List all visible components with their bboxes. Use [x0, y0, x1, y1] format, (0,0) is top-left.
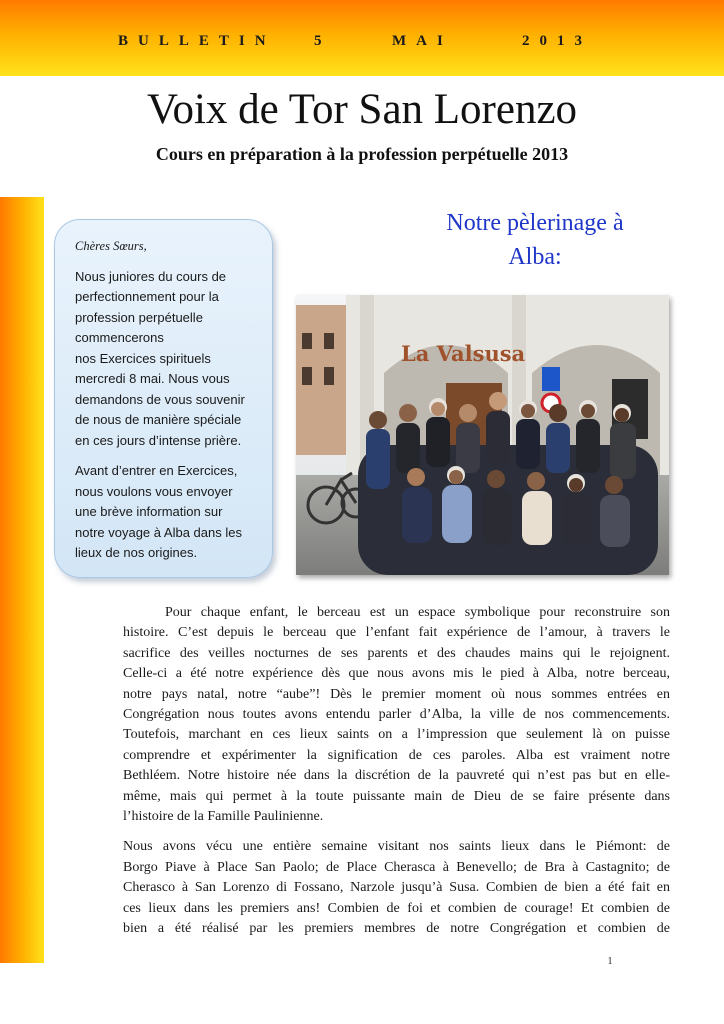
text-line: l’histoire de la Famille Paulinienne. [123, 809, 324, 825]
shop-sign: La Valsusa [401, 341, 526, 366]
bulletin-month: MAI [392, 33, 453, 49]
text-line: Toutefois, marchant en ces lieux saints on a l’impression que seulement là on puisse [123, 727, 670, 743]
text-line: notre pays natal, notre “aube”! Dès le premier moment où nous sommes entrées en [123, 686, 670, 702]
text-line: commencerons [75, 330, 164, 345]
text-line: perfectionnement pour la [75, 289, 219, 304]
parking-sign-icon [542, 367, 560, 391]
group-photo-illustration [296, 295, 669, 575]
text-line: Celle-ci a été notre expérience dès que nous avons mis le pied à Alba, notre berceau, [123, 666, 670, 682]
text-line: Pour chaque enfant, le berceau est un espace symbolique pour reconstruire son [165, 605, 670, 620]
text-line: Borgo Piave à Place San Paolo; de Place Cherasca à Benevello; de Bra à Castagnito; de [123, 859, 670, 875]
article-body [123, 603, 670, 950]
text-line: Nous avons vécu une entière semaine visitant nos saints lieux dans le Piémont: de [123, 839, 670, 855]
bulletin-number: 5 [314, 33, 332, 49]
text-line: Congrégation nous toutes avons entendu parler d’Alba, la ville de nos commencements. [123, 707, 670, 723]
text-line: notre voyage à Alba dans les [75, 524, 242, 540]
section-title-line-1: Notre pèlerinage à [446, 210, 624, 236]
text-line: ces lieux dans les premiers ans! Combien de foi et combien de courage! Et combien de [123, 900, 670, 916]
page-number: 1 [607, 955, 613, 967]
text-line: sacrifice des veilles nocturnes de ses parents et des chaudes mains qui le rejoignent. [123, 645, 670, 661]
text-line: nous voulons vous envoyer [75, 483, 233, 499]
section-title-line-2: Alba: [508, 244, 562, 270]
section-title [400, 206, 670, 274]
text-line: comprendre et expérimenter la signification de ces paroles. Alba est vraiment notre [123, 747, 670, 763]
page-title: Voix de Tor San Lorenzo [146, 86, 578, 133]
text-line: Avant d’entrer en Exercices, [75, 463, 238, 478]
text-line: histoire. C’est depuis le berceau que l’enfant fait expérience de l’amour, à travers le [123, 625, 670, 641]
bulletin-header-line [0, 33, 724, 53]
greeting-salutation: Chères Sœurs, [75, 239, 147, 253]
bulletin-year: 2013 [522, 33, 592, 49]
group-photo [296, 295, 669, 575]
text-line: lieux de nos origines. [75, 545, 198, 560]
text-line: une brève information sur [75, 504, 223, 519]
text-line: profession perpétuelle [75, 309, 203, 325]
text-line: en ces jours d’intense prière. [75, 432, 242, 448]
text-line: mercredi 8 mai. Nous vous [75, 371, 230, 386]
text-line: demandons de vous souvenir [75, 391, 245, 407]
greeting-paragraph-1 [75, 267, 258, 452]
text-line: Bethléem. Notre histoire née dans la discrétion de la pauvreté qui n’est pas but en elle- [123, 768, 670, 784]
greeting-callout-box [54, 219, 273, 578]
article-paragraph-2 [123, 837, 670, 939]
side-gradient-band [0, 197, 44, 963]
text-line: nos Exercices spirituels [75, 350, 211, 366]
text-line: Nous juniores du cours de [75, 268, 227, 284]
text-line: Cherasco à San Lorenzo di Fossano, Narzole jusqu’à Susa. Combien de bien a été fait en [123, 880, 670, 896]
page-subtitle: Cours en préparation à la profession perpétuelle 2013 [155, 144, 569, 164]
text-line: même, mais qui permet à la toute puissante main de Dieu de se faire présente dans [123, 788, 670, 804]
greeting-paragraph-2 [75, 461, 258, 564]
bulletin-label: BULLETIN [118, 33, 276, 49]
article-paragraph-1 [123, 603, 670, 827]
text-line: de nous de manière spéciale [75, 412, 242, 427]
text-line: bien a été réalisé par les premiers membres de notre Congrégation et combien de [123, 921, 670, 937]
